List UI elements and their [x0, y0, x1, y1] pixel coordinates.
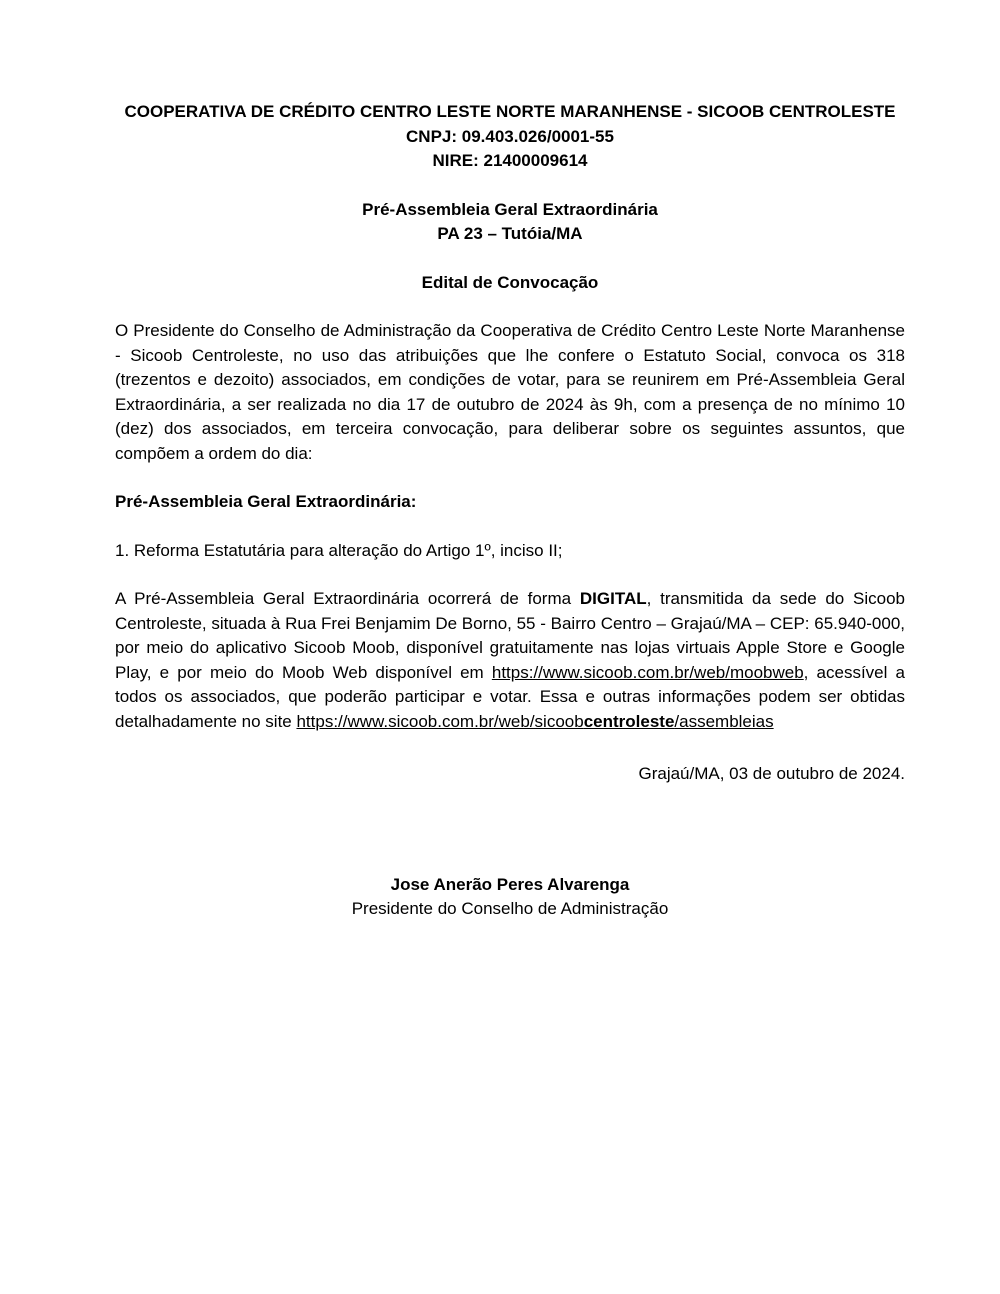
document-header: [115, 100, 905, 174]
details-text: , acessível a todos os associados, que poderão participar e votar. Essa e outras informações podem ser obtidas detalhadamente no site: [115, 662, 905, 731]
details-paragraph: [115, 587, 905, 734]
meeting-location: PA 23 – Tutóia/MA: [437, 224, 583, 243]
assembleias-link-part3[interactable]: /assembleias: [674, 711, 774, 731]
details-text: A Pré-Assembleia Geral Extraordinária ocorrerá de forma: [115, 589, 580, 608]
meeting-title: Pré-Assembleia Geral Extraordinária: [362, 199, 658, 219]
digital-emphasis: DIGITAL: [579, 589, 647, 608]
moobweb-link[interactable]: https://www.sicoob.com.br/web/moobweb: [491, 662, 804, 682]
assembleias-link-part1[interactable]: https://www.sicoob.com.br/web/sicoob: [296, 711, 584, 731]
signature-name: Jose Anerão Peres Alvarenga: [390, 874, 630, 894]
intro-paragraph: O Presidente do Conselho de Administração da Cooperativa de Crédito Centro Leste Norte Maranhense - Sicoob Centroleste, no uso das atribuições que lhe confere o Estatuto Social, convoca os 318 (trezentos e dezoito) associados, em condições de votar, para se reunirem em Pré-Assembleia Geral Extraordinária, a ser realizada no dia 17 de outubro de 2024 às 9h, com a presença de no mínimo 10 (dez) dos associados, em terceira convocação, para deliberar sobre os seguintes assuntos, que compõem a ordem do dia:: [115, 321, 905, 463]
agenda-item: 1. Reforma Estatutária para alteração do Artigo 1º, inciso II;: [115, 540, 563, 560]
document-heading: Edital de Convocação: [421, 272, 599, 292]
signature-title: Presidente do Conselho de Administração: [351, 899, 669, 918]
cnpj-line: CNPJ: 09.403.026/0001-55: [406, 126, 614, 146]
details-text: , transmitida da sede do Sicoob Centroleste, situada à Rua Frei Benjamim De Borno, 55 - Bairro Centro – Grajaú/MA – CEP: 65.940-000, por meio do aplicativo Sicoob Moob, disponível gratuitamente nas lojas virtuais Apple Store e Google Play, e por meio do Moob Web disponível em: [115, 589, 905, 682]
assembleias-link-part2-bold[interactable]: centroleste: [583, 711, 675, 731]
meeting-block: [115, 198, 905, 247]
section-heading: Pré-Assembleia Geral Extraordinária:: [115, 492, 417, 511]
date-line: Grajaú/MA, 03 de outubro de 2024.: [638, 764, 905, 783]
signature-block: [115, 873, 905, 922]
nire-line: NIRE: 21400009614: [432, 151, 588, 170]
cooperative-title: COOPERATIVA DE CRÉDITO CENTRO LESTE NORTE MARANHENSE - SICOOB CENTROLESTE: [124, 102, 896, 121]
